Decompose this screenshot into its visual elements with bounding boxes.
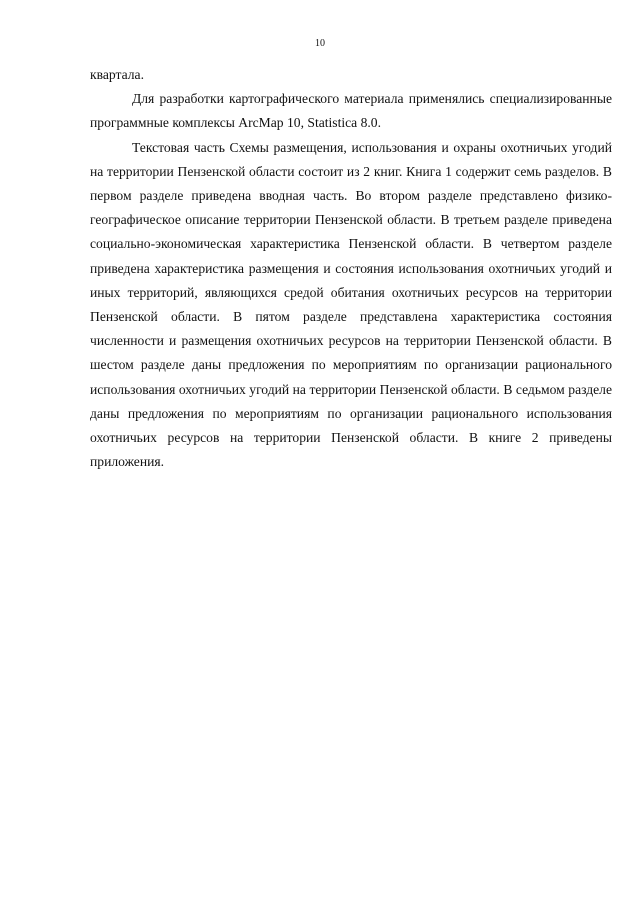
paragraph-continuation: квартала. <box>90 67 144 82</box>
paragraph-structure: Текстовая часть Схемы размещения, использования и охраны охотничьих угодий на территории Пензенской области состоит из 2 книг. Книга 1 содержит семь разделов. В первом разделе приведена вводная часть. Во втором разделе представлено физико-географическое описание территории Пензенской области. В третьем разделе приведена социально-экономическая характеристика Пензенской области. В четвертом разделе приведена характеристика размещения и состояния использования охотничьих угодий и иных территорий, являющихся средой обитания охотничьих ресурсов на территории Пензенской области. В пятом разделе представлена характеристика состояния численности и размещения охотничьих ресурсов на территории Пензенской области. В шестом разделе даны предложения по мероприятиям по организации рационального использования охотничьих угодий на территории Пензенской области. В седьмом разделе даны предложения по мероприятиям по организации рационального использования охотничьих ресурсов на территории Пензенской области. В книге 2 приведены приложения. <box>90 139 612 470</box>
document-body <box>90 63 612 474</box>
page-number: 10 <box>315 38 325 49</box>
paragraph-software: Для разработки картографического материала применялись специализированные программные комплексы ArcMap 10, Statistica 8.0. <box>90 91 612 131</box>
